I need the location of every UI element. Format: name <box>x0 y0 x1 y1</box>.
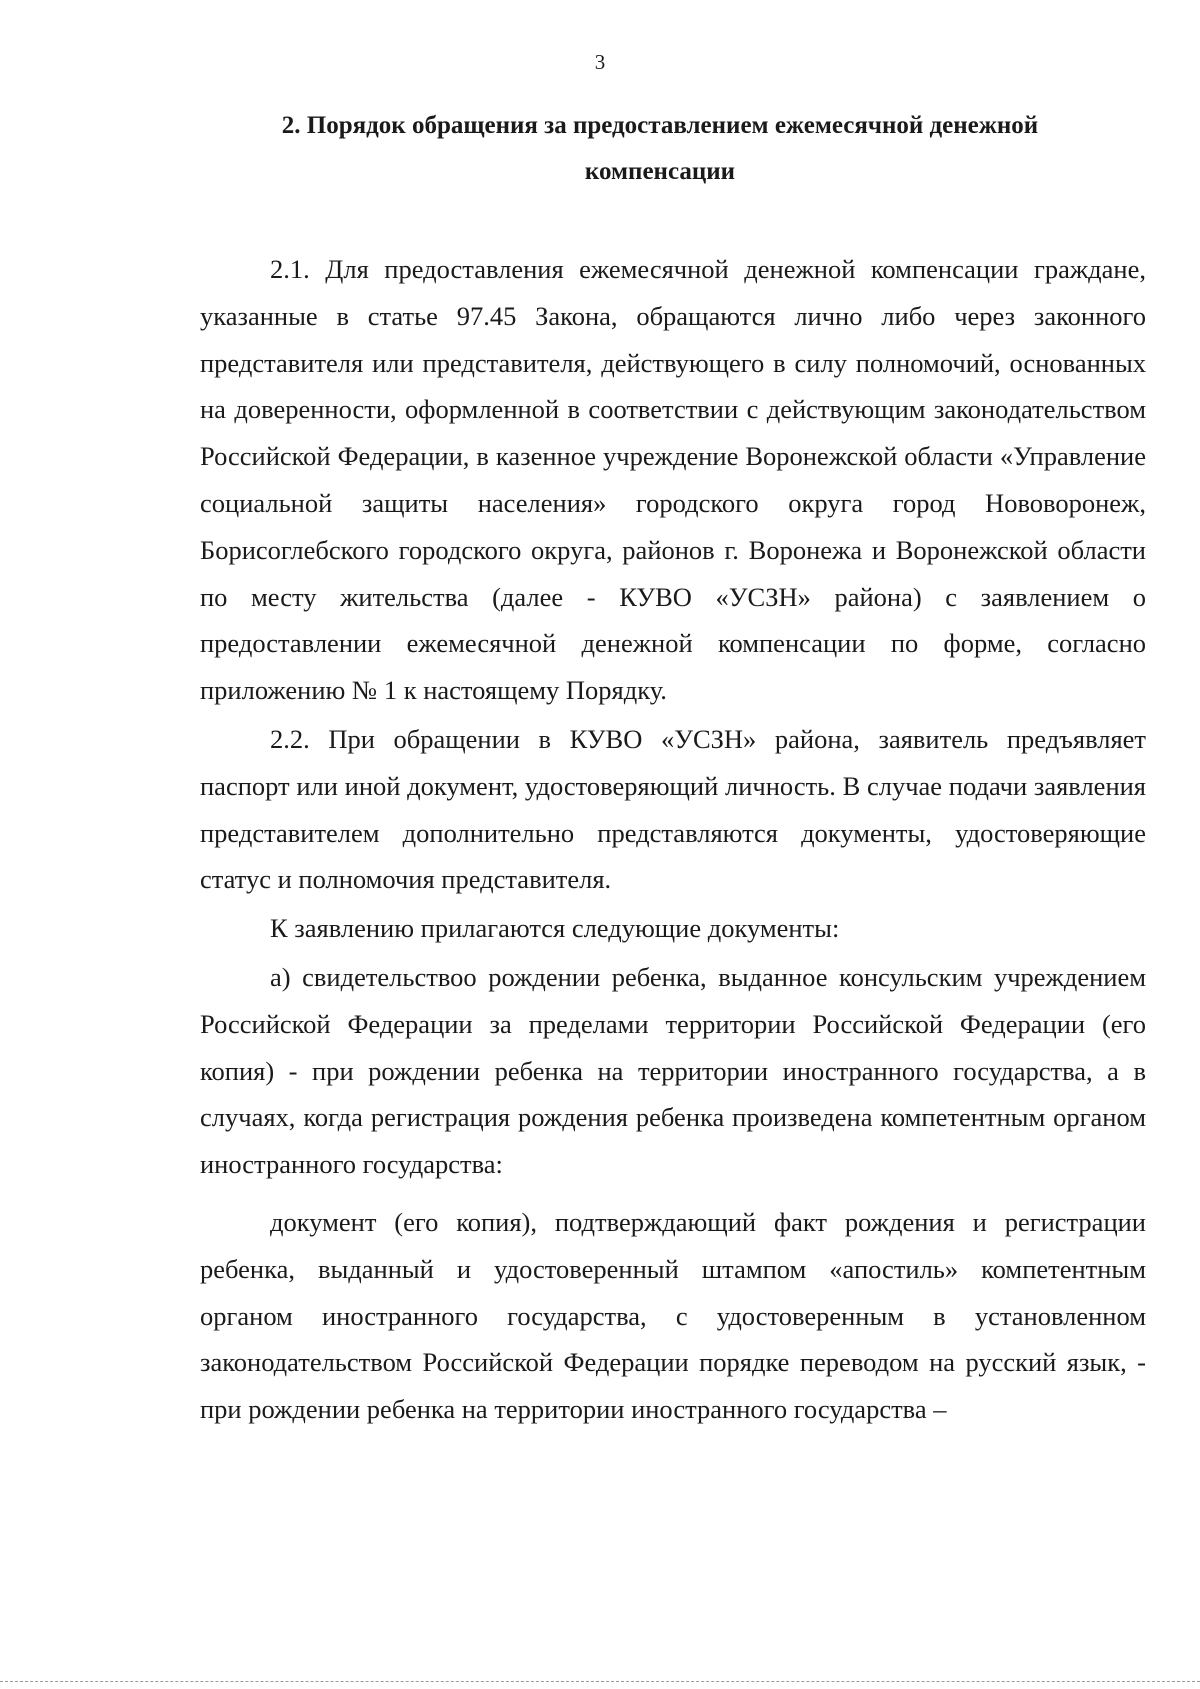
document-body <box>200 246 1146 1433</box>
page-number: 3 <box>594 50 606 74</box>
paragraph-item-a: а) свидетельствоо рождении ребенка, выданное консульским учреждением Российской Федерации за пределами территории Российской Федерации (его копия) - при рождении ребенка на территории иностранного государства, а в случаях, когда регистрация рождения ребенка произведена компетентным органом иностранного государства: <box>200 961 1146 1180</box>
page-bottom-edge <box>0 1681 1200 1682</box>
paragraph-documents-intro: К заявлению прилагаются следующие документы: <box>270 913 840 944</box>
paragraph-apostille: документ (его копия), подтверждающий факт рождения и регистрации ребенка, выданный и удостоверенный штампом «апостиль» компетентным органом иностранного государства, с удостоверенным в установленном законодательством Российской Федерации порядке переводом на русский язык, - при рождении ребенка на территории иностранного государства – <box>200 1206 1146 1425</box>
paragraph-2-2: 2.2. При обращении в КУВО «УСЗН» района, заявитель предъявляет паспорт или иной документ, удостоверяющий личность. В случае подачи заявления представителем дополнительно представляются документы, удостоверяющие статус и полномочия представителя. <box>200 723 1146 895</box>
section-heading: 2. Порядок обращения за предоставлением ежемесячной денежной компенсации <box>281 112 1039 185</box>
paragraph-2-1: 2.1. Для предоставления ежемесячной денежной компенсации граждане, указанные в статье 97.45 Закона, обращаются лично либо через законного представителя или представителя, действующего в силу полномочий, основанных на доверенности, оформленной в соответствии с действующим законодательством Российской Федерации, в казенное учреждение Воронежской области «Управление социальной защиты населения» городского округа город Нововоронеж, Борисоглебского городского округа, районов г. Воронежа и Воронежской области по месту жительства (далее - КУВО «УСЗН» района) с заявлением о предоставлении ежемесячной денежной компенсации по форме, согласно приложению № 1 к настоящему Порядку. <box>200 254 1146 706</box>
